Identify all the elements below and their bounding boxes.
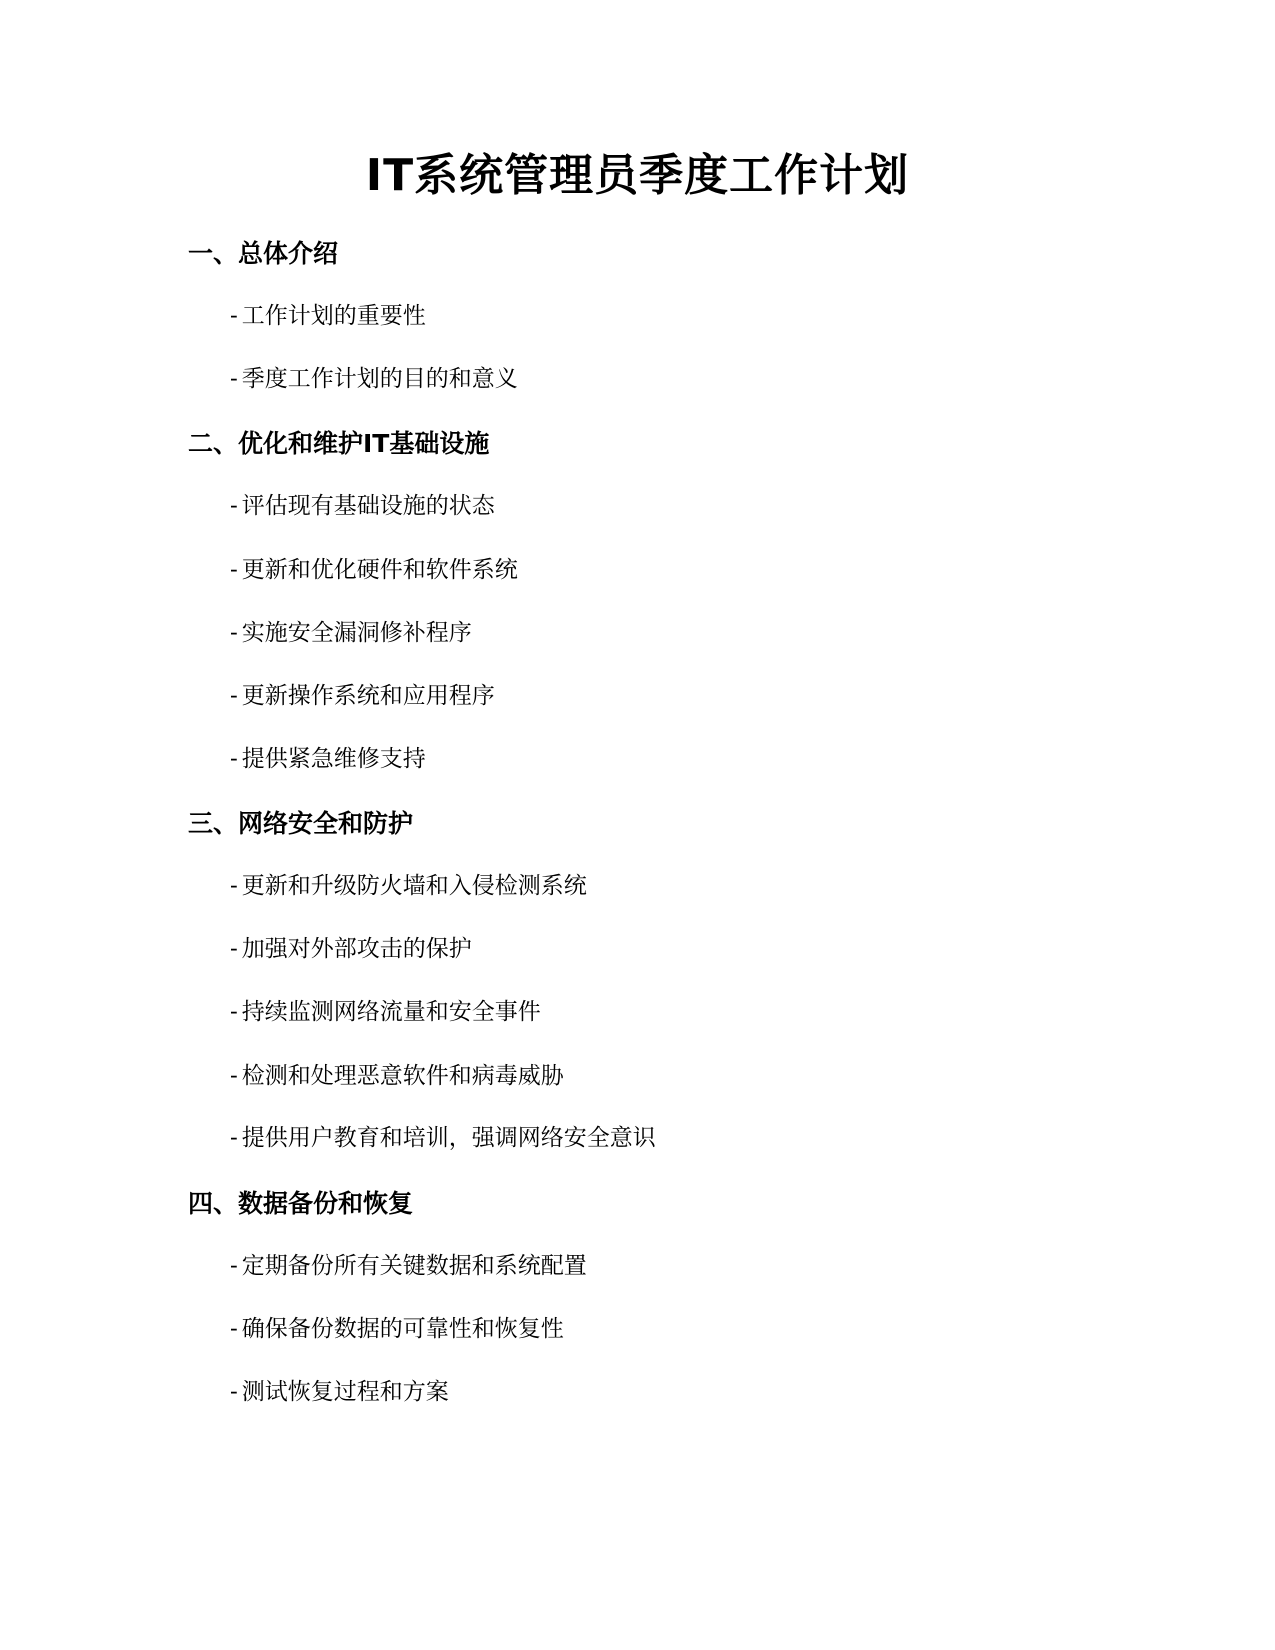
list-item-text: 工作计划的重要性 <box>241 303 426 329</box>
list-item <box>230 618 472 648</box>
bullet-marker: - <box>230 873 238 899</box>
bullet-marker: - <box>230 1063 238 1089</box>
list-item <box>230 1251 587 1281</box>
bullet-marker: - <box>230 936 238 962</box>
list-item <box>230 555 518 585</box>
list-item <box>230 1061 564 1091</box>
list-item-text: 评估现有基础设施的状态 <box>241 493 495 519</box>
bullet-marker: - <box>230 1379 238 1405</box>
list-item-text: 更新操作系统和应用程序 <box>241 683 495 709</box>
list-item-text: 定期备份所有关键数据和系统配置 <box>241 1253 587 1279</box>
bullet-marker: - <box>230 1253 238 1279</box>
list-item-text: 季度工作计划的目的和意义 <box>241 366 518 392</box>
bullet-marker: - <box>230 493 238 519</box>
list-item-text: 确保备份数据的可靠性和恢复性 <box>241 1316 564 1342</box>
bullet-marker: - <box>230 620 238 646</box>
list-item <box>230 871 587 901</box>
section-heading-backup-recovery: 四、数据备份和恢复 <box>188 1189 414 1218</box>
list-item <box>230 1314 564 1344</box>
section-heading-infrastructure: 二、优化和维护IT基础设施 <box>188 429 490 458</box>
list-item-text: 更新和升级防火墙和入侵检测系统 <box>241 873 587 899</box>
list-item-text: 测试恢复过程和方案 <box>241 1379 449 1405</box>
bullet-marker: - <box>230 683 238 709</box>
list-item-text: 提供用户教育和培训，强调网络安全意识 <box>241 1125 656 1151</box>
page-title: IT系统管理员季度工作计划 <box>365 150 910 201</box>
list-item-text: 提供紧急维修支持 <box>241 746 426 772</box>
list-item <box>230 997 541 1027</box>
list-item-text: 持续监测网络流量和安全事件 <box>241 999 541 1025</box>
list-item <box>230 934 472 964</box>
list-item-text: 加强对外部攻击的保护 <box>241 936 472 962</box>
section-heading-overview: 一、总体介绍 <box>188 239 339 268</box>
list-item <box>230 491 495 521</box>
bullet-marker: - <box>230 557 238 583</box>
list-item <box>230 1123 656 1153</box>
bullet-marker: - <box>230 1316 238 1342</box>
list-item-text: 更新和优化硬件和软件系统 <box>241 557 518 583</box>
list-item <box>230 681 495 711</box>
list-item <box>230 744 426 774</box>
list-item <box>230 1377 449 1407</box>
section-heading-network-security: 三、网络安全和防护 <box>188 809 414 838</box>
list-item-text: 检测和处理恶意软件和病毒威胁 <box>241 1063 564 1089</box>
list-item <box>230 364 518 394</box>
bullet-marker: - <box>230 746 238 772</box>
list-item <box>230 301 426 331</box>
bullet-marker: - <box>230 1125 238 1151</box>
bullet-marker: - <box>230 366 238 392</box>
bullet-marker: - <box>230 303 238 329</box>
bullet-marker: - <box>230 999 238 1025</box>
list-item-text: 实施安全漏洞修补程序 <box>241 620 472 646</box>
